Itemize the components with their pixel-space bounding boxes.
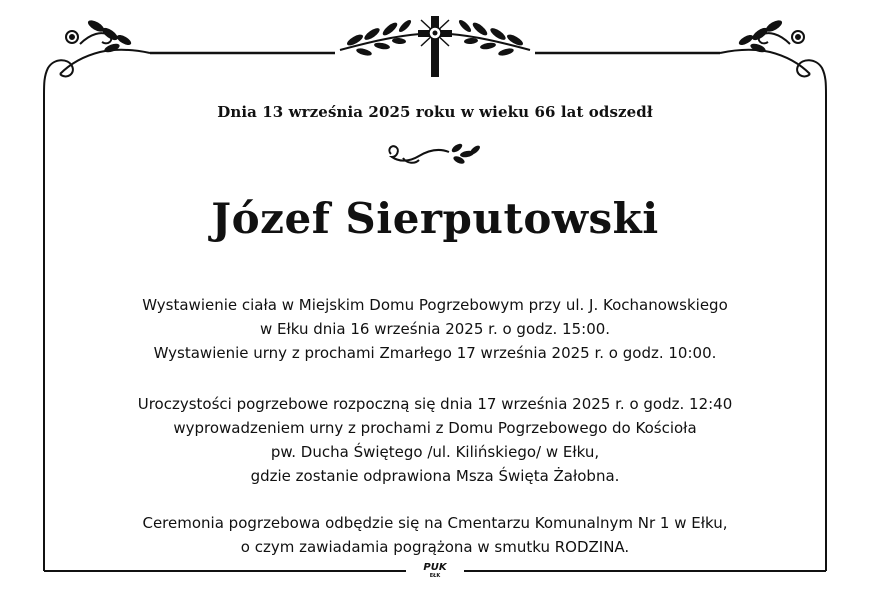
paragraph-line: Uroczystości pogrzebowe rozpoczną się dnia 17 września 2025 r. o godz. 12:40 — [137, 395, 733, 413]
paragraph-line: o czym zawiadamia pogrążona w smutku RODZINA. — [240, 538, 630, 556]
headline: Dnia 13 września 2025 roku w wieku 66 lat odszedł — [217, 103, 653, 121]
logo-main-text: PUK — [423, 562, 447, 573]
logo-sub-text: EŁK — [429, 573, 441, 579]
left-corner-ornament-icon — [44, 31, 150, 95]
left-leaves-icon — [86, 18, 132, 54]
paragraph-burial — [60, 511, 810, 559]
company-logo — [413, 563, 457, 579]
paragraph-line: Wystawienie ciała w Miejskim Domu Pogrzebowym przy ul. J. Kochanowskiego — [142, 296, 728, 314]
cross-icon — [418, 16, 452, 77]
paragraph-line: wyprowadzeniem urny z prochami z Domu Pogrzebowego do Kościoła — [173, 419, 697, 437]
right-corner-ornament-icon — [720, 31, 826, 95]
paragraph-viewing — [60, 293, 810, 365]
deceased-name: Józef Sierputowski — [211, 194, 659, 243]
paragraph-line: Wystawienie urny z prochami Zmarłego 17 września 2025 r. o godz. 10:00. — [153, 344, 717, 362]
right-leaves-icon — [737, 18, 783, 54]
paragraph-line: pw. Ducha Świętego /ul. Kilińskiego/ w Ełku, — [270, 443, 600, 461]
divider-flourish-icon — [383, 140, 487, 170]
paragraph-line: gdzie zostanie odprawiona Msza Święta Żałobna. — [250, 467, 620, 485]
paragraph-ceremony — [60, 392, 810, 488]
paragraph-line: Ceremonia pogrzebowa odbędzie się na Cmentarzu Komunalnym Nr 1 w Ełku, — [142, 514, 728, 532]
paragraph-line: w Ełku dnia 16 września 2025 r. o godz. 15:00. — [259, 320, 611, 338]
